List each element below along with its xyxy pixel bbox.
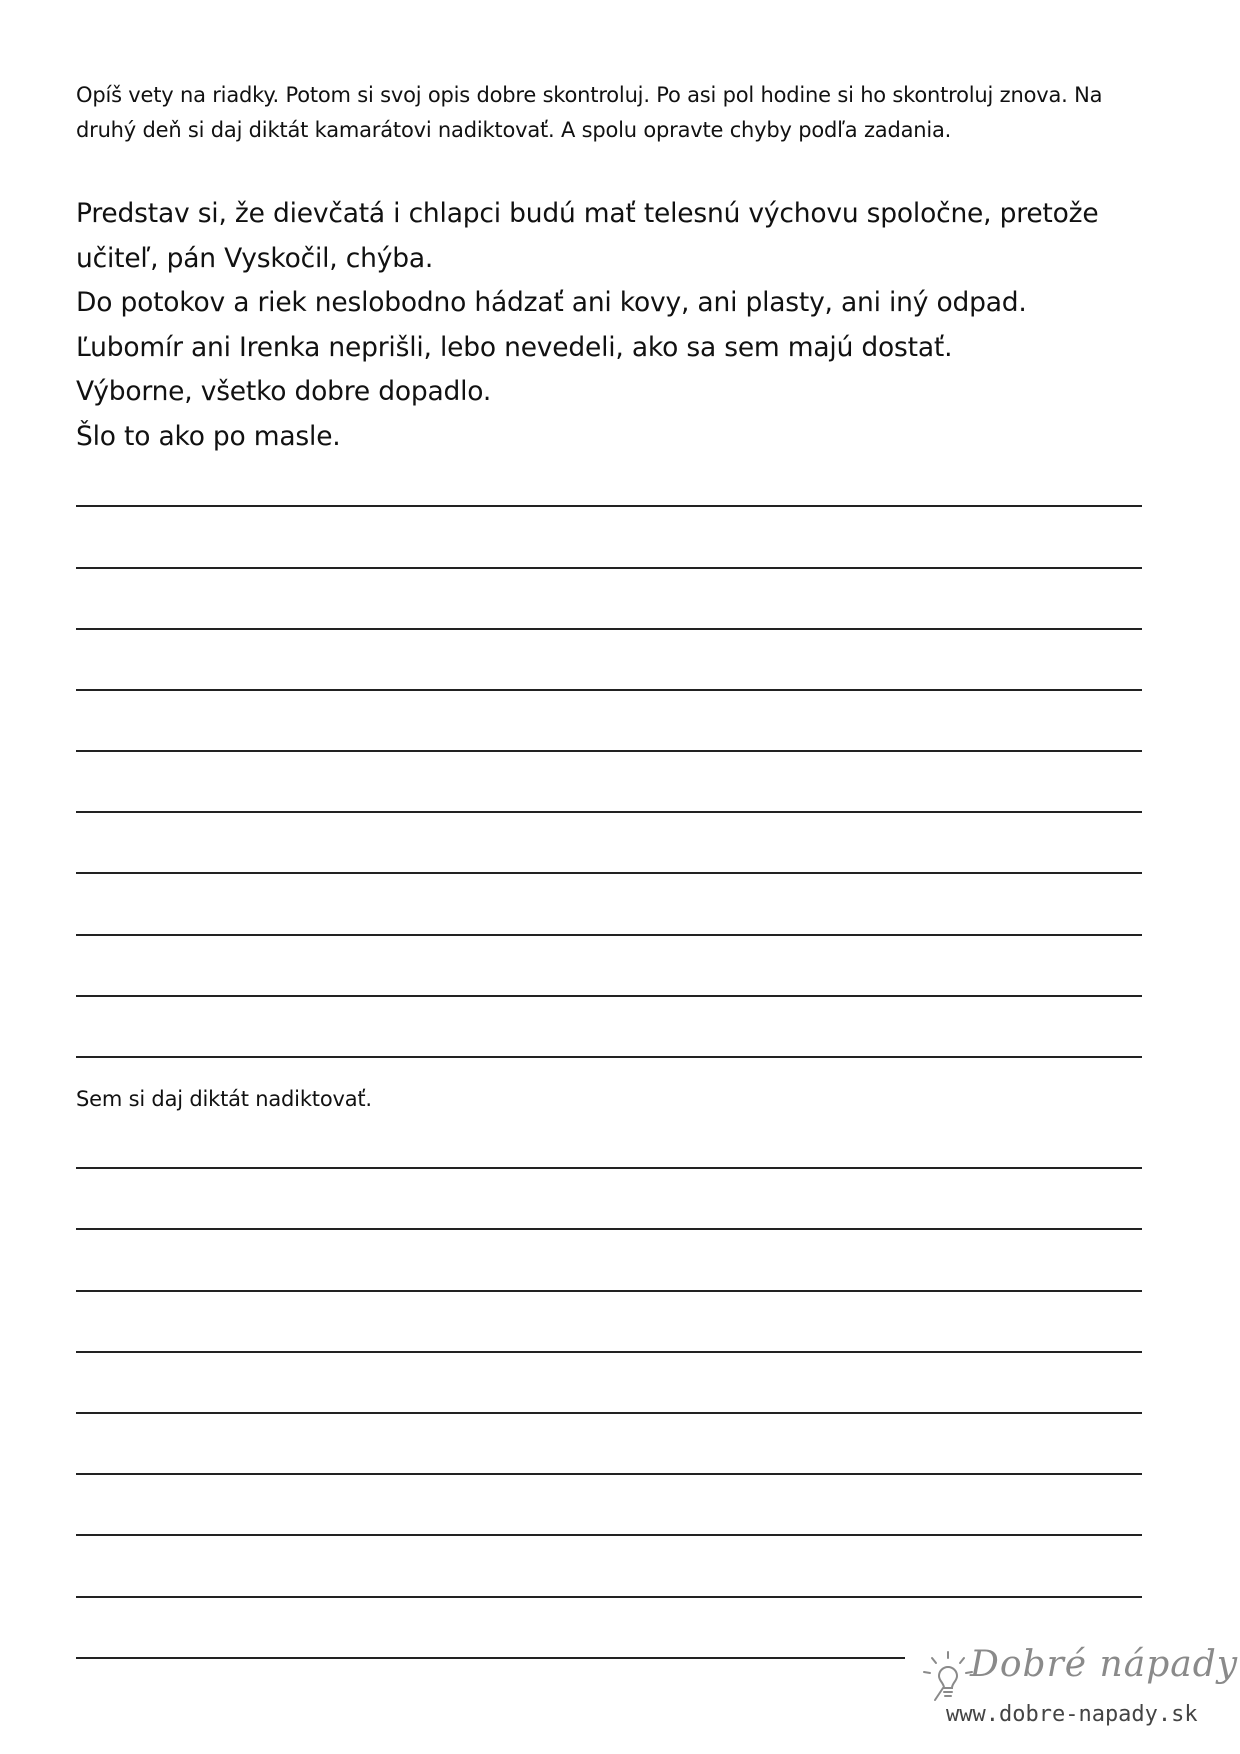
brand-logo: [918, 1640, 1239, 1746]
dictation-sentence: Predstav si, že dievčatá i chlapci budú mať telesnú výchovu spoločne, pretože učiteľ, pán Vyskočil, chýba.: [76, 198, 1099, 274]
writing-line: [76, 1290, 1142, 1292]
brand-url[interactable]: www.dobre-napady.sk: [946, 1702, 1198, 1727]
writing-line: [76, 567, 1142, 569]
brand-name: Dobré nápady: [970, 1644, 1239, 1685]
writing-line: [76, 811, 1142, 813]
writing-line: [76, 1596, 1142, 1598]
writing-line: [76, 1412, 1142, 1414]
writing-line: [76, 1351, 1142, 1353]
instructions-text: [76, 78, 1156, 148]
writing-line: [76, 995, 1142, 997]
second-section-label: Sem si daj diktát nadiktovať.: [76, 1087, 372, 1111]
writing-line: [76, 1534, 1142, 1536]
instructions-paragraph: Opíš vety na riadky. Potom si svoj opis dobre skontroluj. Po asi pol hodine si ho skontroluj znova. Na druhý deň si daj diktát kamarátovi nadiktovať. A spolu opravte chyby podľa zadania.: [76, 83, 1103, 142]
writing-line: [76, 872, 1142, 874]
writing-line: [76, 1228, 1142, 1230]
writing-line: [76, 750, 1142, 752]
dictation-sentence: Ľubomír ani Irenka neprišli, lebo nevedeli, ako sa sem majú dostať.: [76, 331, 953, 363]
writing-line: [76, 505, 1142, 507]
writing-line: [76, 1657, 905, 1659]
dictation-sentence: Šlo to ako po masle.: [76, 420, 341, 452]
dictation-sentence: Do potokov a riek neslobodno hádzať ani kovy, ani plasty, ani iný odpad.: [76, 287, 1027, 318]
writing-line: [76, 628, 1142, 630]
lightbulb-icon: [918, 1648, 978, 1708]
dictation-text: [76, 192, 1166, 459]
writing-line: [76, 1056, 1142, 1058]
writing-line: [76, 689, 1142, 691]
writing-line: [76, 1473, 1142, 1475]
dictation-sentence: Výborne, všetko dobre dopadlo.: [76, 376, 492, 407]
writing-line: [76, 934, 1142, 936]
writing-line: [76, 1167, 1142, 1169]
